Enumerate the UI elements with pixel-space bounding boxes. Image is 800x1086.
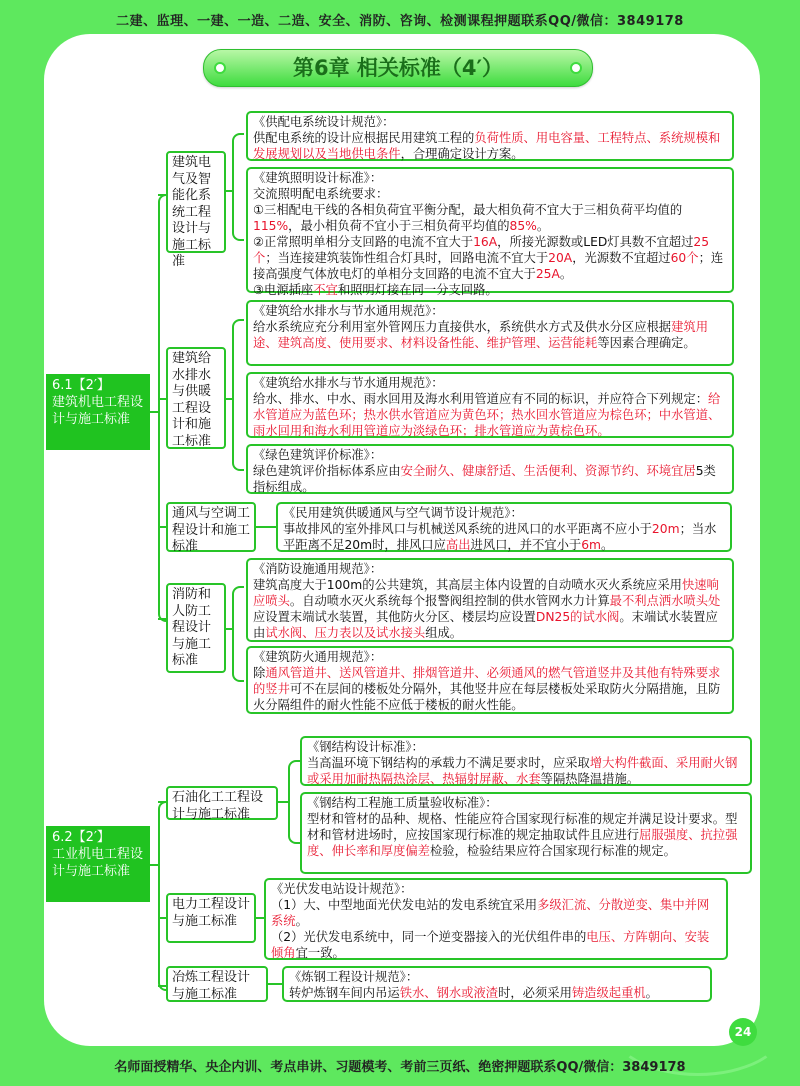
standard-box: 《钢结构设计标准》： 当高温环境下钢结构的承载力不满足要求时，应采取增大构件截面、采用耐火钢或采用加耐热隔热涂层、热辐射屏蔽、水套等隔热降温措施。 xyxy=(300,736,752,786)
connector xyxy=(278,801,288,803)
standard-box: 《绿色建筑评价标准》： 绿色建筑评价指标体系应由安全耐久、健康舒适、生活便利、资源节约、环境宜居5类指标组成。 xyxy=(246,444,734,494)
standard-box: 《钢结构工程施工质量验收标准》： 型材和管材的品种、规格、性能应符合国家现行标准的规定并满足设计要求。型材和管材进场时，应按国家现行标准的规定抽取试件且应进行屈服强度、抗拉强度、伸长率和厚度偏差检验，检验结果应符合国家现行标准的规定。 xyxy=(300,792,752,874)
title-text: 第6章 相关标准（4′） xyxy=(292,56,504,80)
header-banner: 二建、监理、一建、一造、二造、安全、消防、咨询、检测课程押题联系QQ/微信：3849178 xyxy=(116,14,684,29)
footer-banner: 名师面授精华、央企内训、考点串讲、习题模考、考前三页纸、绝密押题联系QQ/微信：3849178 xyxy=(114,1060,686,1075)
subsection-electrical: 建筑电气及智能化系统工程设计与施工标准 xyxy=(166,151,226,253)
connector xyxy=(158,398,166,400)
connector xyxy=(150,864,158,866)
connector xyxy=(158,917,166,919)
standard-box: 《民用建筑供暖通风与空气调节设计规范》： 事故排风的室外排风口与机械送风系统的进风口的水平距离不应小于20m；当水平距离不足20m时，排风口应高出进风口，并不宜小于6m。 xyxy=(276,502,732,552)
standard-box: 《建筑给水排水与节水通用规范》： 给水、排水、中水、雨水回用及海水利用管道应有不同的标识，并应符合下列规定：给水管道应为蓝色环；热水供水管道应为黄色环；热水回水管道应为棕色环；中水管道、雨水回用和海水利用管道应为淡绿色环；排水管道应为黄棕色环。 xyxy=(246,372,734,438)
title-left-dot-icon xyxy=(214,62,226,74)
standard-box: 《供配电系统设计规范》： 供配电系统的设计应根据民用建筑工程的负荷性质、用电容量、工程特点、系统规模和发展规划以及当地供电条件，合理确定设计方案。 xyxy=(246,111,734,161)
subsection-petrochemical: 石油化工工程设计与施工标准 xyxy=(166,786,278,820)
subsection-water: 建筑给水排水与供暖工程设计和施工标准 xyxy=(166,347,226,449)
connector xyxy=(256,526,276,528)
subsection-hvac: 通风与空调工程设计和施工标准 xyxy=(166,502,256,552)
brace-water xyxy=(232,319,244,471)
section-6-1-node: 6.1【2′】 建筑机电工程设计与施工标准 xyxy=(46,374,150,450)
chapter-title xyxy=(203,49,593,87)
subsection-smelting: 冶炼工程设计与施工标准 xyxy=(166,966,268,1002)
subsection-power: 电力工程设计与施工标准 xyxy=(166,893,256,943)
connector xyxy=(226,190,232,192)
connector xyxy=(158,985,166,987)
brace-fire xyxy=(232,586,244,682)
brace-electrical xyxy=(232,133,244,241)
page-number: 24 xyxy=(729,1018,757,1046)
connector xyxy=(158,194,166,196)
title-right-dot-icon xyxy=(570,62,582,74)
connector xyxy=(158,618,166,620)
standard-box: 《建筑给水排水与节水通用规范》： 给水系统应充分利用室外管网压力直接供水，系统供水方式及供水分区应根据建筑用途、建筑高度、使用要求、材料设备性能、维护管理、运营能耗等因素合理确定。 xyxy=(246,300,734,366)
standard-box: 《建筑防火通用规范》： 除通风管道井、送风管道井、排烟管道井、必须通风的燃气管道竖井及其他有特殊要求的竖井可不在层间的楼板处分隔外，其他竖井应在每层楼板处采取防火分隔措施，且防火分隔组件的耐火性能不应低于楼板的耐火性能。 xyxy=(246,646,734,714)
connector xyxy=(226,628,232,630)
connector xyxy=(158,801,166,803)
connector xyxy=(226,398,232,400)
standard-box: 《光伏发电站设计规范》： （1）大、中型地面光伏发电站的发电系统宜采用多级汇流、分散逆变、集中并网系统。 （2）光伏发电系统中，同一个逆变器接入的光伏组件串的电压、方阵朝向、安装倾角宜一致。 xyxy=(264,878,728,960)
connector xyxy=(268,983,282,985)
standard-box: 《建筑照明设计标准》： 交流照明配电系统要求： ①三相配电干线的各相负荷宜平衡分配，最大相负荷不宜大于三相负荷平均值的115%，最小相负荷不宜小于三相负荷平均值的85%。 ②正常照明单相分支回路的电流不宜大于16A，所接光源数或LED灯具数不宜超过25个；当连接建筑装饰性组合灯具时，回路电流不宜大于20A，光源数不宜超过60个；连接高强度气体放电灯的单相分支回路的电流不宜大于25A。 ③电源插座不宜和照明灯接在同一分支回路。 xyxy=(246,167,734,293)
standard-box: 《消防设施通用规范》： 建筑高度大于100m的公共建筑，其高层主体内设置的自动喷水灭火系统应采用快速响应喷头。自动喷水灭火系统每个报警阀组控制的供水管网水力计算最不利点洒水喷头处应设置末端试水装置，其他防火分区、楼层均应设置DN25的试水阀。末端试水装置应由试水阀、压力表以及试水接头组成。 xyxy=(246,558,734,642)
brace-petrochemical xyxy=(288,760,300,844)
connector xyxy=(158,526,166,528)
section-6-2-node: 6.2【2′】 工业机电工程设计与施工标准 xyxy=(46,826,150,902)
subsection-fire: 消防和人防工程设计与施工标准 xyxy=(166,583,226,673)
connector xyxy=(256,917,264,919)
standard-box: 《炼钢工程设计规范》： 转炉炼钢车间内吊运铁水、钢水或液渣时，必须采用铸造级起重机。 xyxy=(282,966,712,1002)
connector xyxy=(150,411,158,413)
